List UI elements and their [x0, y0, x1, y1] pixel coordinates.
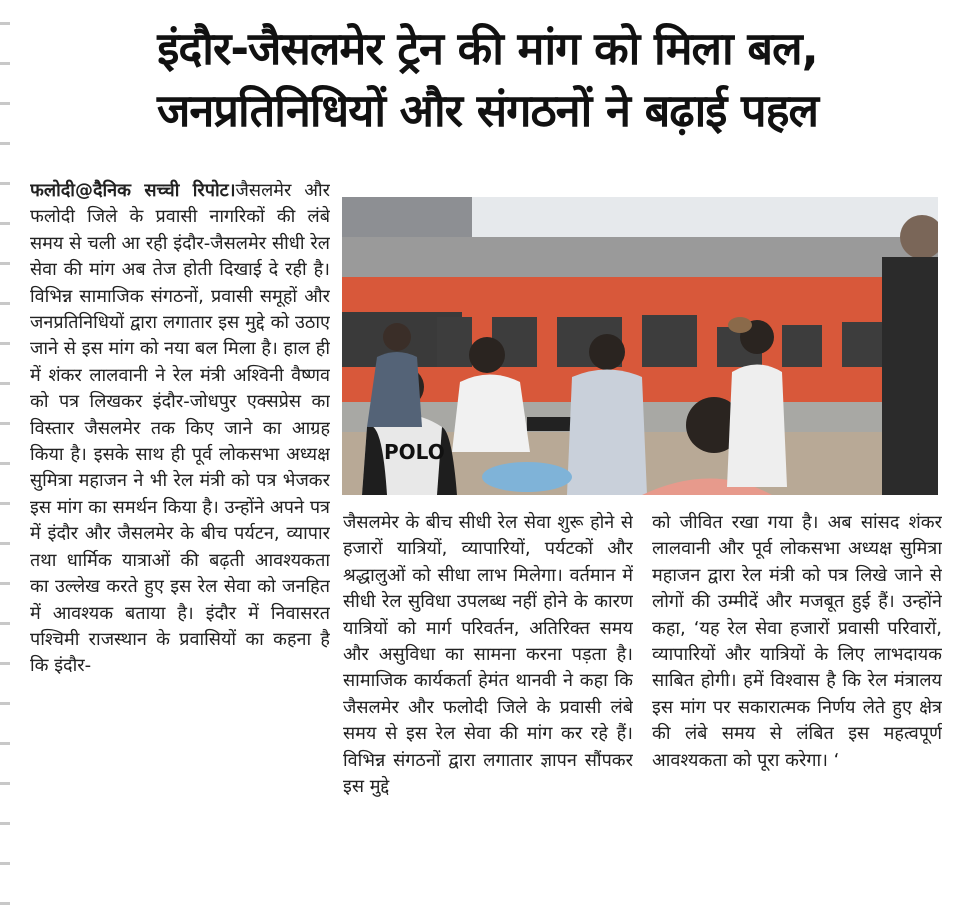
article-body-part-1: जैसलमेर और फलोदी जिले के प्रवासी नागरिकों की लंबे समय से चली आ रही इंदौर-जैसलमेर सीधी रेल सेवा की मांग अब तेज होती दिखाई दे रही है। विभिन्न सामाजिक संगठनों, प्रवासी समूहों और जनप्रतिनिधियों द्वारा लगातार इस मुद्दे को उठाए जाने से इस मांग को नया बल मिला है। हाल ही में शंकर लालवानी ने रेल मंत्री अश्विनी वैष्णव को पत्र लिखकर इंदौर-जोधपुर एक्सप्रेस का विस्तार जैसलमेर तक किए जाने का आग्रह किया है। इसके साथ ही पूर्व लोकसभा अध्यक्ष सुमित्रा महाजन ने भी रेल मंत्री को पत्र भेजकर इस मांग का समर्थन किया है। उन्होंने अपने पत्र में इंदौर और जैसलमेर के बीच पर्यटन, व्यापार तथा धार्मिक यात्राओं की बढ़ती आवश्यकता का उल्लेख करते हुए इस रेल सेवा को जनहित में आवश्यक बताया है। इंदौर में निवासरत पश्चिमी राजस्थान के प्रवासियों का कहना है कि इंदौर-: [30, 180, 330, 677]
station-photo-illustration: [342, 197, 938, 495]
shirt-text: POLO: [384, 440, 445, 464]
headline: [20, 18, 955, 142]
headline-line-1: इंदौर-जैसलमेर ट्रेन की मांग को मिला बल,: [157, 22, 818, 75]
page-edge-margin: [0, 0, 10, 907]
news-photo: [342, 197, 938, 495]
dateline: फलोदी@दैनिक सच्ची रिपोट।: [30, 180, 236, 201]
article-column-1: [30, 178, 330, 903]
headline-line-2: जनप्रतिनिधियों और संगठनों ने बढ़ाई पहल: [156, 84, 818, 137]
article-column-3: को जीवित रखा गया है। अब सांसद शंकर लालवानी और पूर्व लोकसभा अध्यक्ष सुमित्रा महाजन द्वारा रेल मंत्री को पत्र लिखे जाने से लोगों की उम्मीदें और मजबूत हुई हैं। उन्होंने कहा, ‘यह रेल सेवा हजारों प्रवासी परिवारों, व्यापारियों और यात्रियों के लिए लाभदायक साबित होगी। हमें विश्वास है कि रेल मंत्रालय इस मांग पर सकारात्मक निर्णय लेते हुए क्षेत्र की लंबे समय से लंबित इस महत्वपूर्ण आवश्यकता को पूरा करेगा। ‘: [652, 512, 942, 771]
article-column-2: जैसलमेर के बीच सीधी रेल सेवा शुरू होने से हजारों यात्रियों, व्यापारियों, पर्यटकों और श्रद्धालुओं को सीधा लाभ मिलेगा। वर्तमान में सीधी रेल सुविधा उपलब्ध नहीं होने के कारण यात्रियों को मार्ग परिवर्तन, अतिरिक्त समय और असुविधा का सामना करना पड़ता है। सामाजिक कार्यकर्ता हेमंत थानवी ने कहा कि जैसलमेर और फलोदी जिले के प्रवासी लंबे समय से इस रेल सेवा की मांग कर रहे हैं। विभिन्न संगठनों द्वारा लगातार ज्ञापन सौंपकर इस मुद्दे: [343, 512, 633, 798]
